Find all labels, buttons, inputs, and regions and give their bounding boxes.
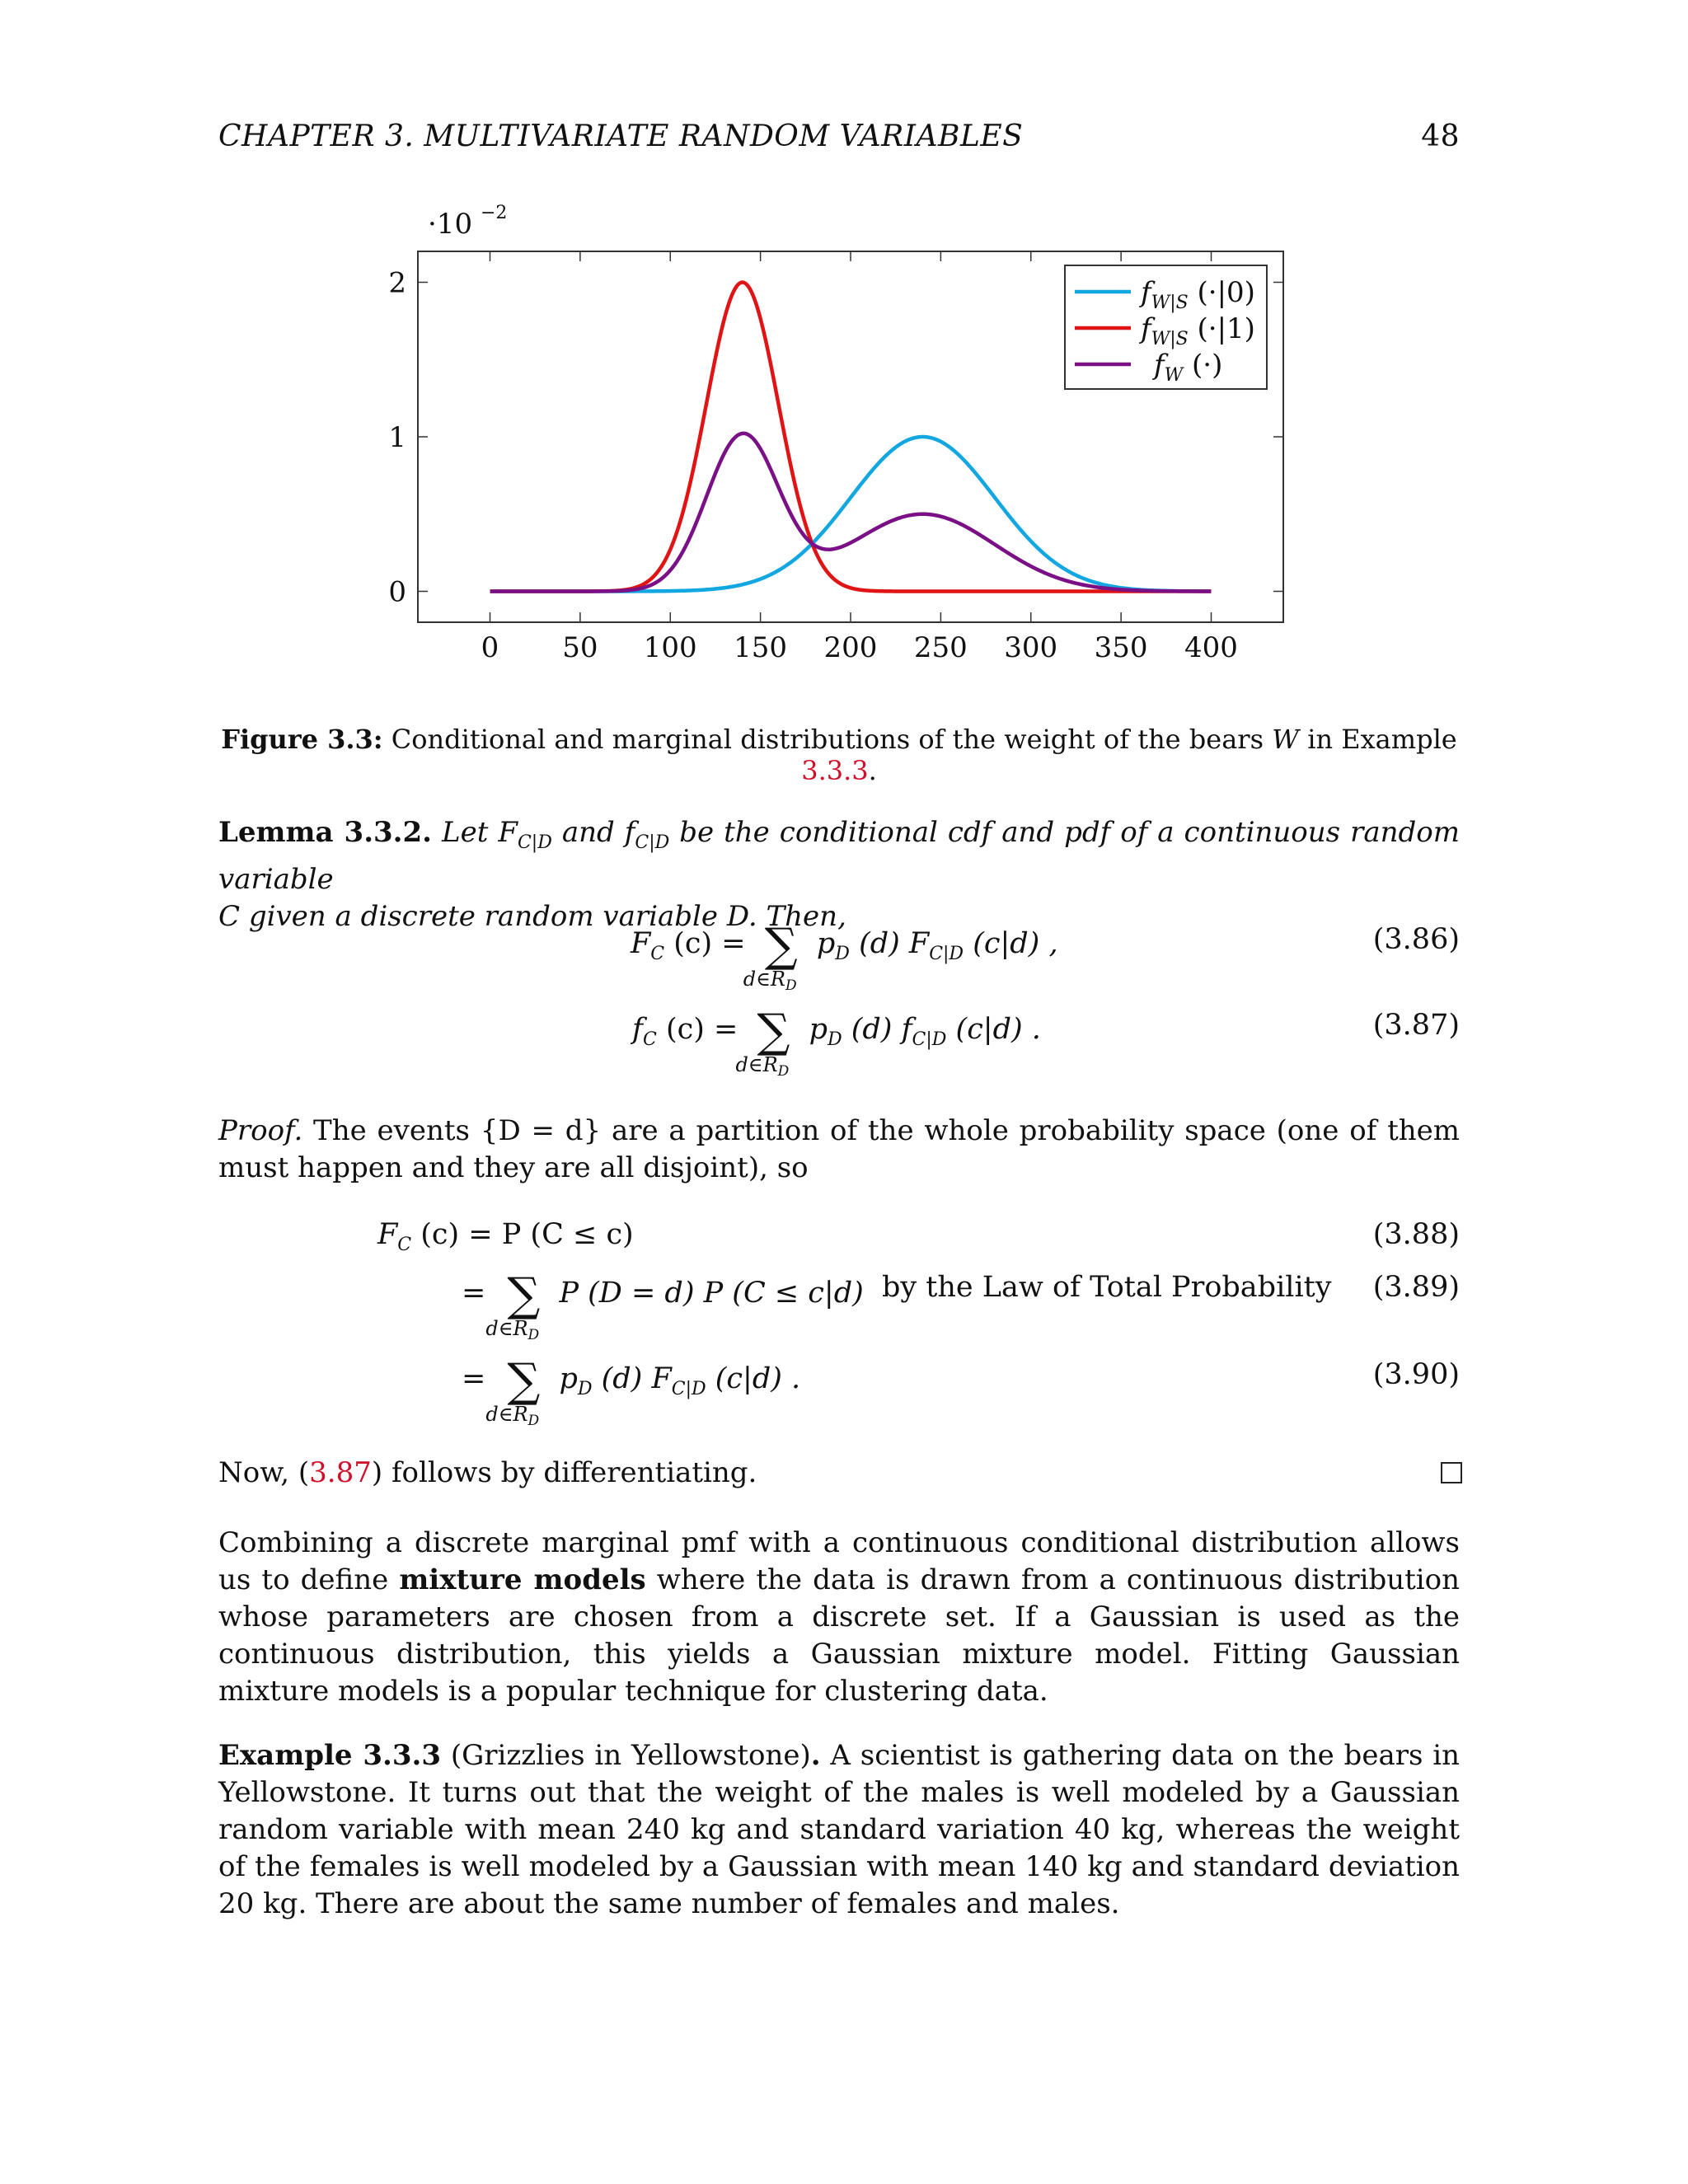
- eq88-rhs: (c) = P (C ≤ c): [411, 1218, 634, 1251]
- x-tick-label: 50: [562, 631, 598, 664]
- caption-label: Figure 3.3:: [221, 724, 383, 755]
- eq86-rhs-end: (c|d) ,: [964, 927, 1058, 960]
- eq87-lhs: f: [632, 1013, 643, 1046]
- eq87-rhs-d: (d) f: [842, 1013, 912, 1046]
- eq86-lhs: F: [631, 927, 651, 960]
- proof-text: The events {D = d} are a partition of the whole probability space (one of them must happen and they are all disjoint), so: [218, 1114, 1460, 1184]
- proof-conclusion: [218, 1455, 1460, 1492]
- sum-symbol: ∑: [757, 1005, 790, 1058]
- figure-3-3-chart: [0, 0, 1688, 692]
- sum-symbol: ∑: [764, 919, 798, 972]
- caption-ref-link[interactable]: 3.3.3: [801, 755, 869, 786]
- example-label: Example 3.3.3: [218, 1739, 442, 1772]
- x-tick-label: 200: [823, 631, 878, 664]
- eq89-rhs: P (D = d) P (C ≤ c|d): [550, 1277, 864, 1310]
- x-tick-label: 300: [1004, 631, 1058, 664]
- y-scale-note: ·10: [428, 208, 473, 241]
- lemma-F: F: [498, 816, 518, 849]
- eq88-lhs: F: [377, 1218, 398, 1251]
- lemma-label: Lemma 3.3.2.: [218, 816, 433, 849]
- series-line-2: [490, 434, 1212, 592]
- eq87-rhs-sub: C|D: [912, 1029, 947, 1050]
- equation-number-3-89: (3.89): [1372, 1271, 1460, 1304]
- x-tick-label: 250: [913, 631, 968, 664]
- lemma-text-2: and: [551, 816, 625, 849]
- equation-number-3-87: (3.87): [1372, 1009, 1460, 1042]
- x-tick-label: 350: [1094, 631, 1148, 664]
- eq90-p: p: [550, 1362, 578, 1395]
- sum-symbol: ∑: [507, 1268, 541, 1322]
- lemma-text-3: be the conditional cdf and pdf of a continuous random variable: [218, 816, 1460, 896]
- eq86-p-sub: D: [835, 944, 850, 964]
- lemma-F-sub: C|D: [517, 832, 552, 853]
- sum-index-sub: D: [785, 977, 797, 994]
- sum-index: [735, 1053, 789, 1080]
- eq89-equals: =: [462, 1277, 486, 1310]
- series-line-0: [490, 437, 1212, 592]
- y-tick-label: 1: [388, 421, 406, 454]
- sum-index-text: d∈R: [485, 1317, 528, 1340]
- example-title: (Grizzlies in Yellowstone): [441, 1739, 811, 1772]
- sum-index-text: d∈R: [735, 1053, 778, 1076]
- caption-var: W: [1272, 724, 1300, 755]
- mixture-text-1: Combining a discrete marginal pmf with a continuous conditional distribution allows us to define: [218, 1526, 1460, 1596]
- legend-entry-0: $f_{W|S}$ (·|0): [1141, 276, 1255, 313]
- sum-index-sub: D: [777, 1063, 790, 1080]
- sum-index-sub: D: [528, 1413, 540, 1429]
- lemma-3-3-2: [218, 814, 1460, 935]
- eq90-equals: =: [462, 1362, 486, 1395]
- sum-index-text: d∈R: [743, 968, 785, 991]
- eq90-rhs-end: (c|d) .: [706, 1362, 801, 1395]
- eq87-arg: (c) =: [656, 1013, 748, 1046]
- equation-number-3-88: (3.88): [1372, 1218, 1460, 1251]
- conclusion-ref-link[interactable]: 3.87: [309, 1456, 372, 1489]
- lemma-f: f: [624, 816, 635, 849]
- sum-index: [485, 1403, 539, 1429]
- conclusion-text: Now, (: [218, 1456, 310, 1489]
- sum-index: [743, 968, 797, 994]
- conclusion-text-2: ) follows by differentiating.: [371, 1456, 757, 1489]
- sum-index-text: d∈R: [485, 1403, 528, 1426]
- eq87-rhs-end: (c|d) .: [946, 1013, 1041, 1046]
- proof-label: Proof.: [218, 1114, 303, 1147]
- caption-end: .: [868, 755, 877, 786]
- eq88-lhs-sub: C: [397, 1235, 412, 1255]
- lemma-line-2: C given a discrete random variable D. Then,: [218, 900, 846, 933]
- eq87-lhs-sub: C: [642, 1029, 657, 1050]
- mixture-text-2: where the data is drawn from a continuous distribution whose parameters are chosen from a discrete set. If a Gaussian is used as the continuous distribution, this yields a Gaussian mixture model. Fitting Gaussian mixture models is a popular technique for clustering data.: [218, 1563, 1461, 1708]
- y-tick-label: 2: [388, 266, 406, 300]
- example-3-3-3: [218, 1737, 1460, 1923]
- x-tick-label: 0: [481, 631, 499, 664]
- caption-text-mid: in Example: [1299, 724, 1457, 755]
- sum-index: [485, 1317, 539, 1343]
- equation-number-3-86: (3.86): [1372, 923, 1460, 956]
- sum-index-sub: D: [528, 1327, 540, 1343]
- chapter-title: CHAPTER 3. MULTIVARIATE RANDOM VARIABLES: [218, 120, 1024, 153]
- eq86-arg: (c) =: [664, 927, 755, 960]
- qed-square-icon: [1441, 1462, 1462, 1483]
- legend-entry-1: $f_{W|S}$ (·|1): [1141, 312, 1255, 349]
- x-tick-label: 400: [1184, 631, 1238, 664]
- x-tick-label: 150: [734, 631, 788, 664]
- lemma-text: Let: [432, 816, 499, 849]
- eq87-p-sub: D: [827, 1029, 842, 1050]
- sum-symbol: ∑: [507, 1354, 541, 1408]
- equation-3-88: [377, 1218, 634, 1255]
- equation-number-3-90: (3.90): [1372, 1358, 1460, 1391]
- y-scale-exponent: −2: [481, 203, 508, 223]
- page-number: 48: [1421, 120, 1460, 153]
- eq86-lhs-sub: C: [650, 944, 665, 964]
- eq90-rhs-d: (d) F: [592, 1362, 672, 1395]
- example-dot: .: [810, 1739, 821, 1772]
- example-text: A scientist is gathering data on the bears in Yellowstone. It turns out that the weight of the males is well modeled by a Gaussian random variable with mean 240 kg and standard variation 40 kg, whereas the weight of the females is well modeled by a Gaussian with mean 140 kg and standard deviation 20 kg. There are about the same number of females and males.: [218, 1739, 1461, 1920]
- y-tick-label: 0: [388, 575, 406, 609]
- proof-paragraph: [218, 1113, 1460, 1187]
- x-tick-label: 100: [643, 631, 697, 664]
- eq89-note: by the Law of Total Probability: [882, 1271, 1332, 1304]
- eq90-p-sub: D: [577, 1379, 593, 1399]
- eq86-rhs-sub: C|D: [929, 944, 964, 964]
- caption-text: Conditional and marginal distributions of the weight of the bears: [382, 724, 1273, 755]
- eq86-rhs-d: (d) F: [849, 927, 930, 960]
- legend-entry-2: $f_W$ (·): [1154, 349, 1223, 386]
- eq90-rhs-sub: C|D: [671, 1379, 706, 1399]
- figure-caption: [218, 724, 1460, 786]
- eq86-p: p: [807, 927, 836, 960]
- lemma-f-sub: C|D: [635, 832, 670, 853]
- mixture-paragraph: [218, 1525, 1460, 1710]
- mixture-bold-term: mixture models: [399, 1563, 646, 1596]
- eq87-p: p: [799, 1013, 828, 1046]
